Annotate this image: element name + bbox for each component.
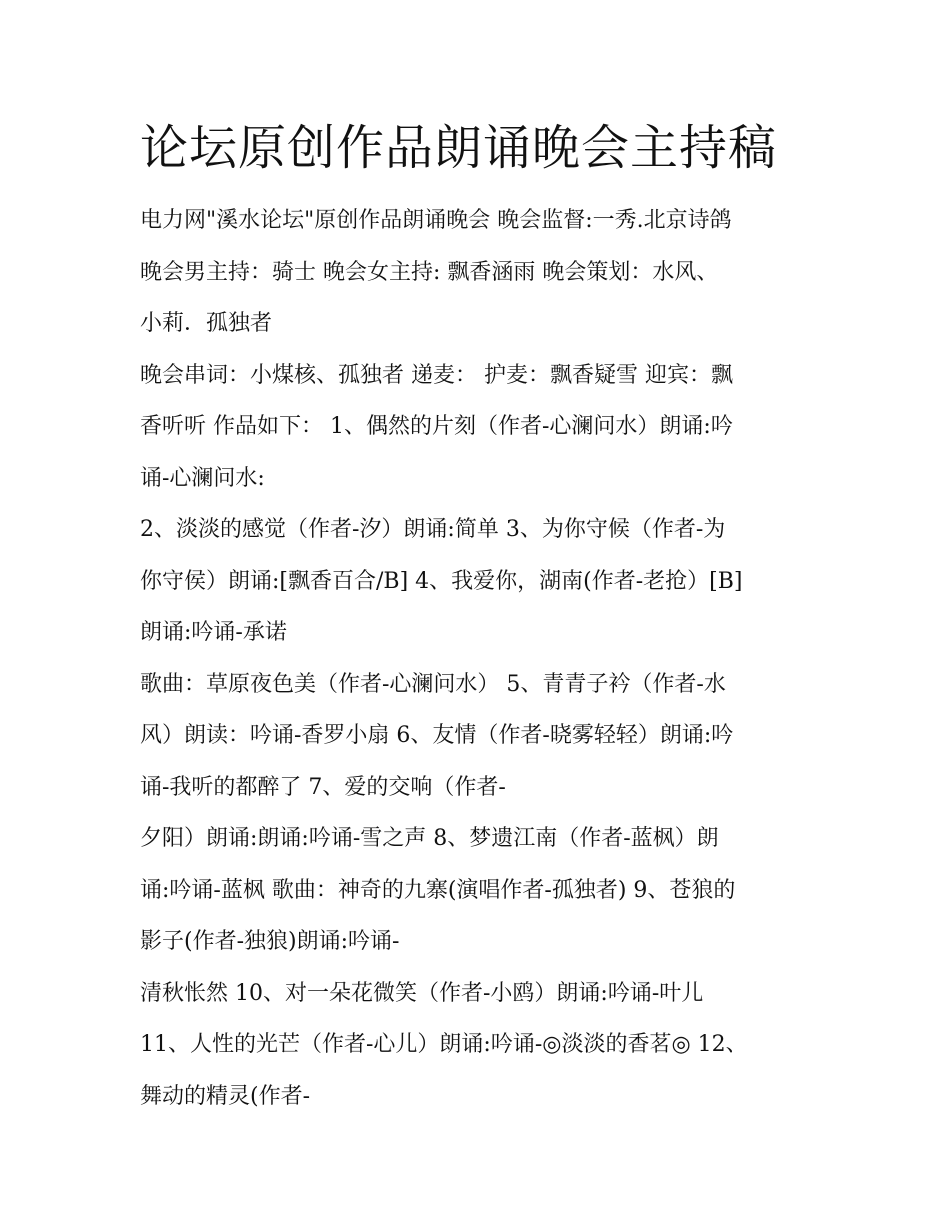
body-line: 你守侯）朗诵:[飘香百合/B] 4、我爱你，湖南(作者-老抢）[B]: [140, 568, 743, 594]
body-line: 诵-心澜问水:: [140, 465, 265, 491]
body-line: 晚会串词：小煤核、孤独者 递麦： 护麦：飘香疑雪 迎宾：飘: [140, 362, 733, 388]
body-line: 诵:吟诵-蓝枫 歌曲：神奇的九寨(演唱作者-孤独者) 9、苍狼的: [140, 877, 736, 903]
body-line: 歌曲：草原夜色美（作者-心澜问水） 5、青青子衿（作者-水: [140, 671, 726, 697]
body-line: 朗诵:吟诵-承诺: [140, 620, 287, 645]
body-line: 电力网"溪水论坛"原创作品朗诵晚会 晚会监督:一秀.北京诗鸽: [140, 208, 732, 233]
body-line: 小莉．孤独者: [140, 311, 273, 336]
body-line: 影子(作者-独狼)朗诵:吟诵-: [140, 929, 400, 954]
body-line: 诵-我听的都醉了 7、爱的交响（作者-: [140, 774, 506, 800]
body-line: 风）朗读：吟诵-香罗小扇 6、友情（作者-晓雾轻轻）朗诵:吟: [140, 723, 734, 748]
body-line: 清秋怅然 10、对一朵花微笑（作者-小鸥）朗诵:吟诵-叶儿: [140, 980, 704, 1006]
body-line: 夕阳）朗诵:朗诵:吟诵-雪之声 8、梦遗江南（作者-蓝枫）朗: [140, 826, 719, 851]
body-line: 2、淡淡的感觉（作者-汐）朗诵:简单 3、为你守候（作者-为: [140, 517, 726, 542]
body-line: 舞动的精灵(作者-: [140, 1083, 311, 1109]
body-line: 香听听 作品如下： 1、偶然的片刻（作者-心澜问水）朗诵:吟: [140, 414, 733, 439]
document-body: [140, 195, 820, 1122]
body-line: 11、人性的光芒（作者-心儿）朗诵:吟诵-◎淡淡的香茗◎ 12、: [140, 1032, 748, 1057]
body-line: 晚会男主持：骑士 晚会女主持: 飘香涵雨 晚会策划：水风、: [140, 259, 719, 285]
document-title: 论坛原创作品朗诵晚会主持稿: [140, 120, 778, 176]
